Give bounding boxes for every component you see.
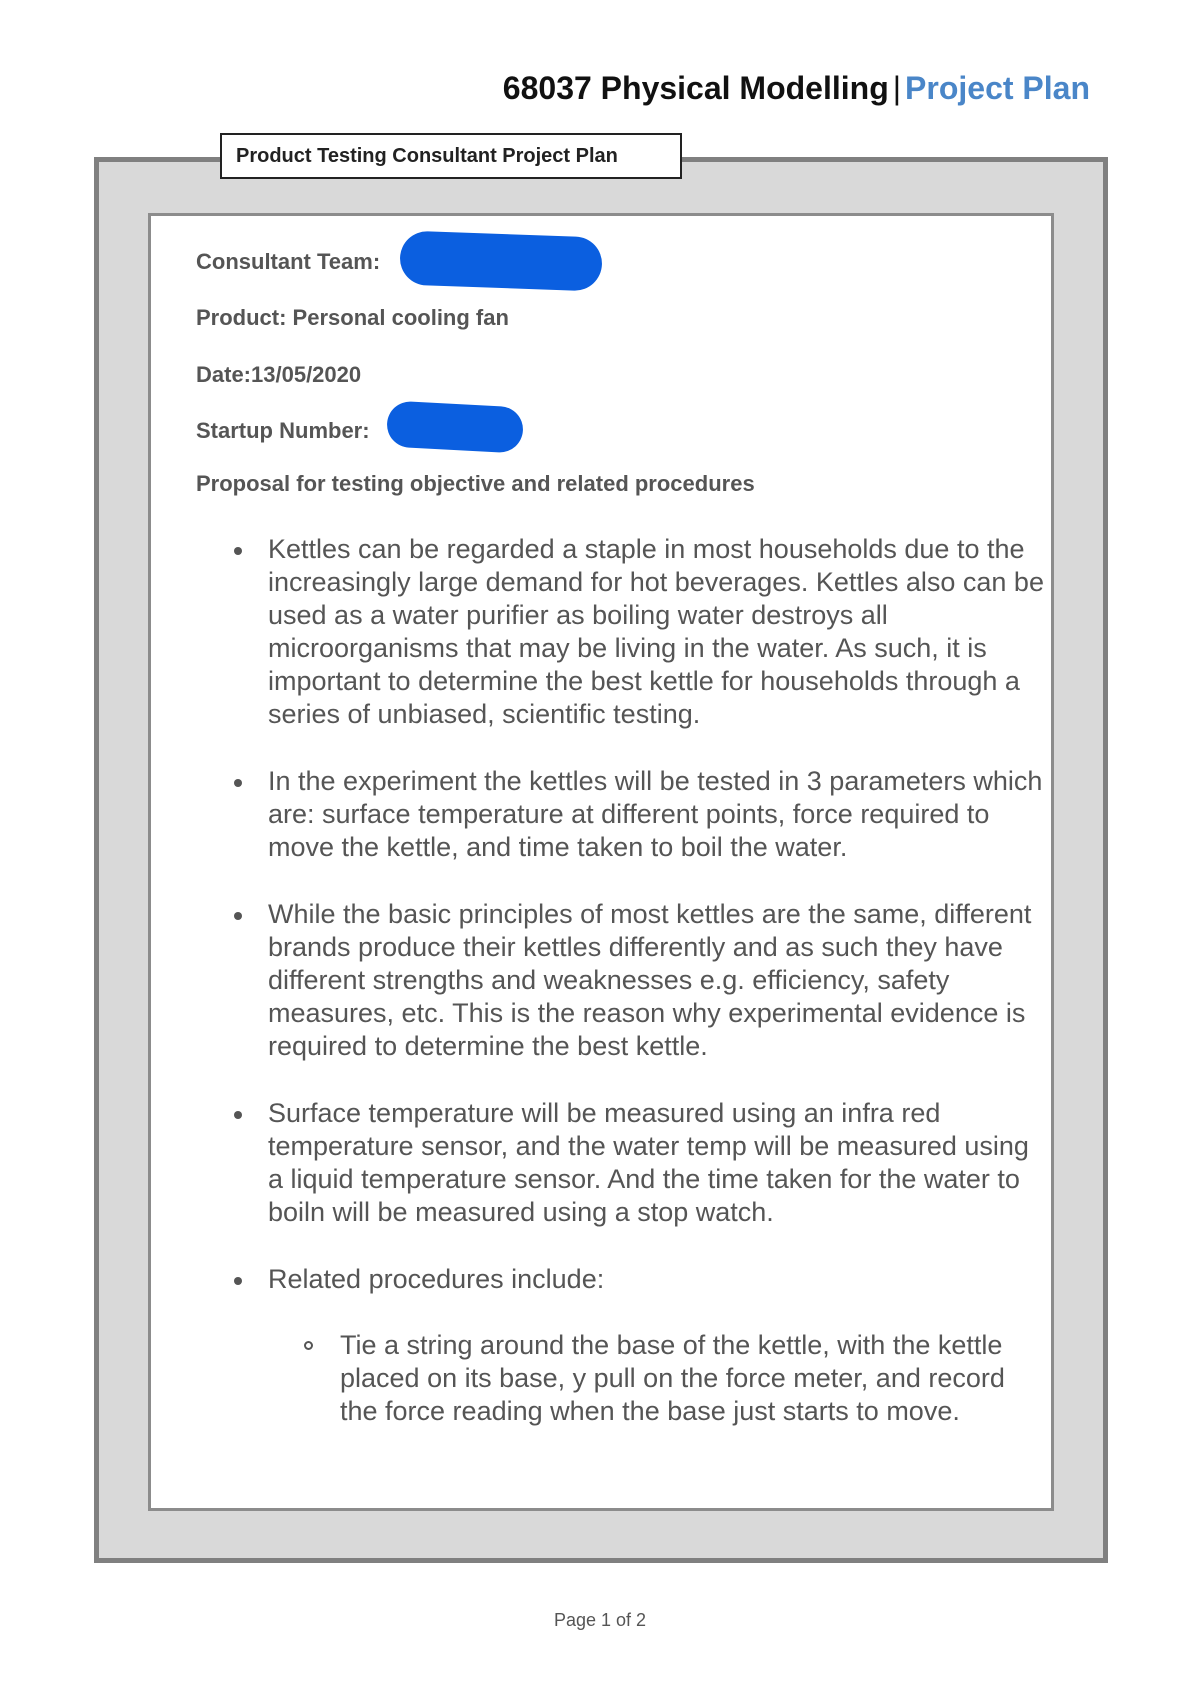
list-item-text: Related procedures include: bbox=[268, 1264, 605, 1294]
list-item-text: While the basic principles of most kettles are the same, different brands produce their kettles differently and as such they have different strengths and weaknesses e.g. efficiency, safety measures, etc. This is the reason why experimental evidence is required to determine the best kettle. bbox=[268, 899, 1032, 1061]
page-number: Page 1 of 2 bbox=[553, 1610, 647, 1630]
course-title: 68037 Physical Modelling bbox=[502, 70, 889, 106]
list-item-text: In the experiment the kettles will be tested in 3 parameters which are: surface temperature at different points, force required to move the kettle, and time taken to boil the water. bbox=[268, 766, 1043, 862]
redaction-team bbox=[399, 230, 603, 291]
list-item bbox=[196, 1097, 1046, 1229]
hollow-bullet-icon bbox=[304, 1341, 313, 1350]
bullet-icon bbox=[234, 1277, 242, 1285]
sub-list-item-text: Tie a string around the base of the kettle, with the kettle placed on its base, y pull on the force meter, and record the force reading when the base just starts to move. bbox=[340, 1330, 1005, 1426]
consultant-team-label: Consultant Team: bbox=[196, 249, 381, 274]
list-item-text: Kettles can be regarded a staple in most households due to the increasingly large demand for hot beverages. Kettles also can be used as a water purifier as boiling water destroys all microorganisms that may be living in the water. As such, it is important to determine the best kettle for households through a series of unbiased, scientific testing. bbox=[268, 534, 1044, 729]
redaction-startup bbox=[386, 400, 524, 453]
list-item bbox=[196, 533, 1046, 731]
list-item-text: Surface temperature will be measured using an infra red temperature sensor, and the water temp will be measured using a liquid temperature sensor. And the time taken for the water to boiln will be measured using a stop watch. bbox=[268, 1098, 1029, 1227]
list-item bbox=[196, 765, 1046, 864]
product-line: Product: Personal cooling fan bbox=[196, 305, 509, 330]
list-item bbox=[196, 1263, 1046, 1428]
list-item bbox=[196, 898, 1046, 1063]
bullet-icon bbox=[234, 779, 242, 787]
document-header bbox=[503, 70, 1090, 107]
header-separator: | bbox=[892, 70, 902, 106]
startup-number-label: Startup Number: bbox=[196, 418, 370, 443]
frame-label: Product Testing Consultant Project Plan bbox=[220, 133, 682, 179]
bullet-icon bbox=[234, 1111, 242, 1119]
section-title: Project Plan bbox=[905, 70, 1090, 106]
proposal-heading: Proposal for testing objective and related procedures bbox=[196, 471, 755, 496]
date-line: Date:13/05/2020 bbox=[196, 362, 362, 387]
bullet-icon bbox=[234, 912, 242, 920]
bullet-icon bbox=[234, 547, 242, 555]
sub-bullet-list bbox=[268, 1329, 1046, 1428]
bullet-list bbox=[196, 533, 1046, 1462]
sub-list-item bbox=[268, 1329, 1046, 1428]
